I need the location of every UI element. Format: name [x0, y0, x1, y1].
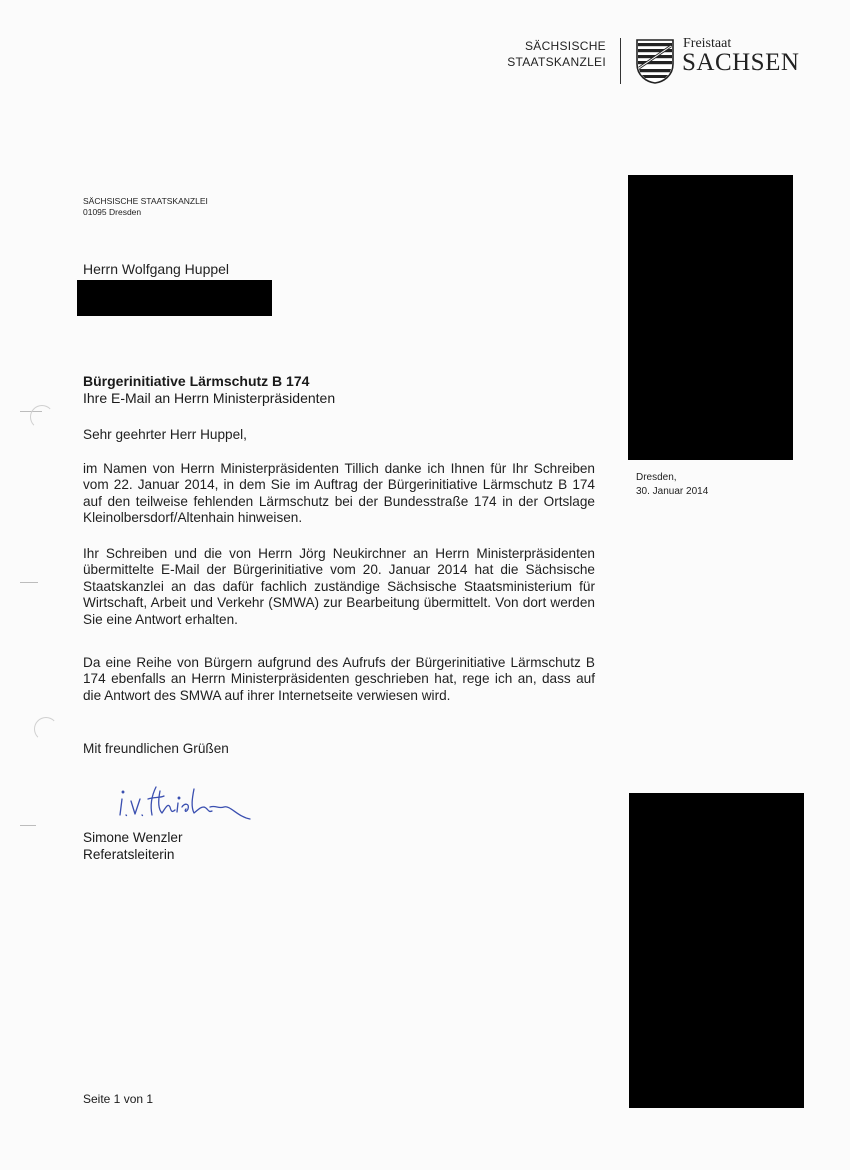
punch-hole-mark-top: [30, 405, 54, 429]
handwritten-signature: [112, 777, 262, 825]
fold-mark-bottom: [20, 825, 36, 826]
sender-city: 01095 Dresden: [83, 207, 142, 217]
saxony-coat-of-arms-icon: [635, 38, 675, 84]
signer-block: [83, 829, 182, 863]
letterhead-state-line1: Freistaat: [683, 36, 732, 51]
dateline: [636, 471, 708, 499]
dateline-city: Dresden,: [636, 472, 677, 483]
page-number: Seite 1 von 1: [83, 1092, 154, 1106]
subject-block: [83, 373, 335, 407]
letterhead-office-line2: STAATSKANZLEI: [507, 55, 606, 69]
signer-name: Simone Wenzler: [83, 830, 183, 845]
redacted-footer-block: [629, 793, 804, 1108]
subject-title: Bürgerinitiative Lärmschutz B 174: [83, 373, 310, 389]
body-paragraph-3: Da eine Reihe von Bürgern aufgrund des Aufrufs der Bürgerinitiative Lärmschutz B 174 ebenfalls an Herrn Ministerpräsidenten geschrieben hat, rege ich an, dass auf die Antwort des SMWA auf ihrer Internetseite verwiesen wird.: [83, 655, 595, 703]
redacted-address: [77, 280, 272, 316]
dateline-date: 30. Januar 2014: [636, 486, 709, 497]
letterhead-divider: [620, 38, 621, 84]
body-paragraph-2: Ihr Schreiben und die von Herrn Jörg Neukirchner an Herrn Ministerpräsidenten übermittelte E-Mail der Bürgerinitiative vom 20. Januar 2014 hat die Sächsische Staatskanzlei an das dafür fachlich zuständige Sächsische Staatsministerium für Wirtschaft, Arbeit und Verkehr (SMWA) zur Bearbeitung übermittelt. Von dort werden Sie eine Antwort erhalten.: [83, 546, 595, 627]
closing-phrase: Mit freundlichen Grüßen: [83, 741, 229, 756]
redacted-contact-block: [628, 175, 793, 460]
letterhead-office: [490, 38, 606, 70]
salutation: Sehr geehrter Herr Huppel,: [83, 427, 247, 442]
subject-subtitle: Ihre E-Mail an Herrn Ministerpräsidenten: [83, 390, 336, 406]
body-paragraph-1: im Namen von Herrn Ministerpräsidenten Tillich danke ich Ihnen für Ihr Schreiben vom 22. Januar 2014, in dem Sie im Auftrag der Bürgerinitiative Lärmschutz B 174 auf den teilweise fehlenden Lärmschutz bei der Bundesstraße 174 in der Ortslage Kleinolbersdorf/Altenhain hinweisen.: [83, 461, 595, 526]
sender-block: [83, 196, 208, 218]
punch-hole-mark-bottom: [34, 717, 58, 741]
letterhead-office-line1: SÄCHSISCHE: [524, 39, 606, 53]
letterhead-state-line2: SACHSEN: [682, 49, 800, 76]
signer-title: Referatsleiterin: [83, 847, 175, 862]
fold-mark-middle: [20, 582, 38, 583]
sender-name: SÄCHSISCHE STAATSKANZLEI: [83, 196, 208, 206]
recipient-name: Herrn Wolfgang Huppel: [83, 261, 230, 277]
